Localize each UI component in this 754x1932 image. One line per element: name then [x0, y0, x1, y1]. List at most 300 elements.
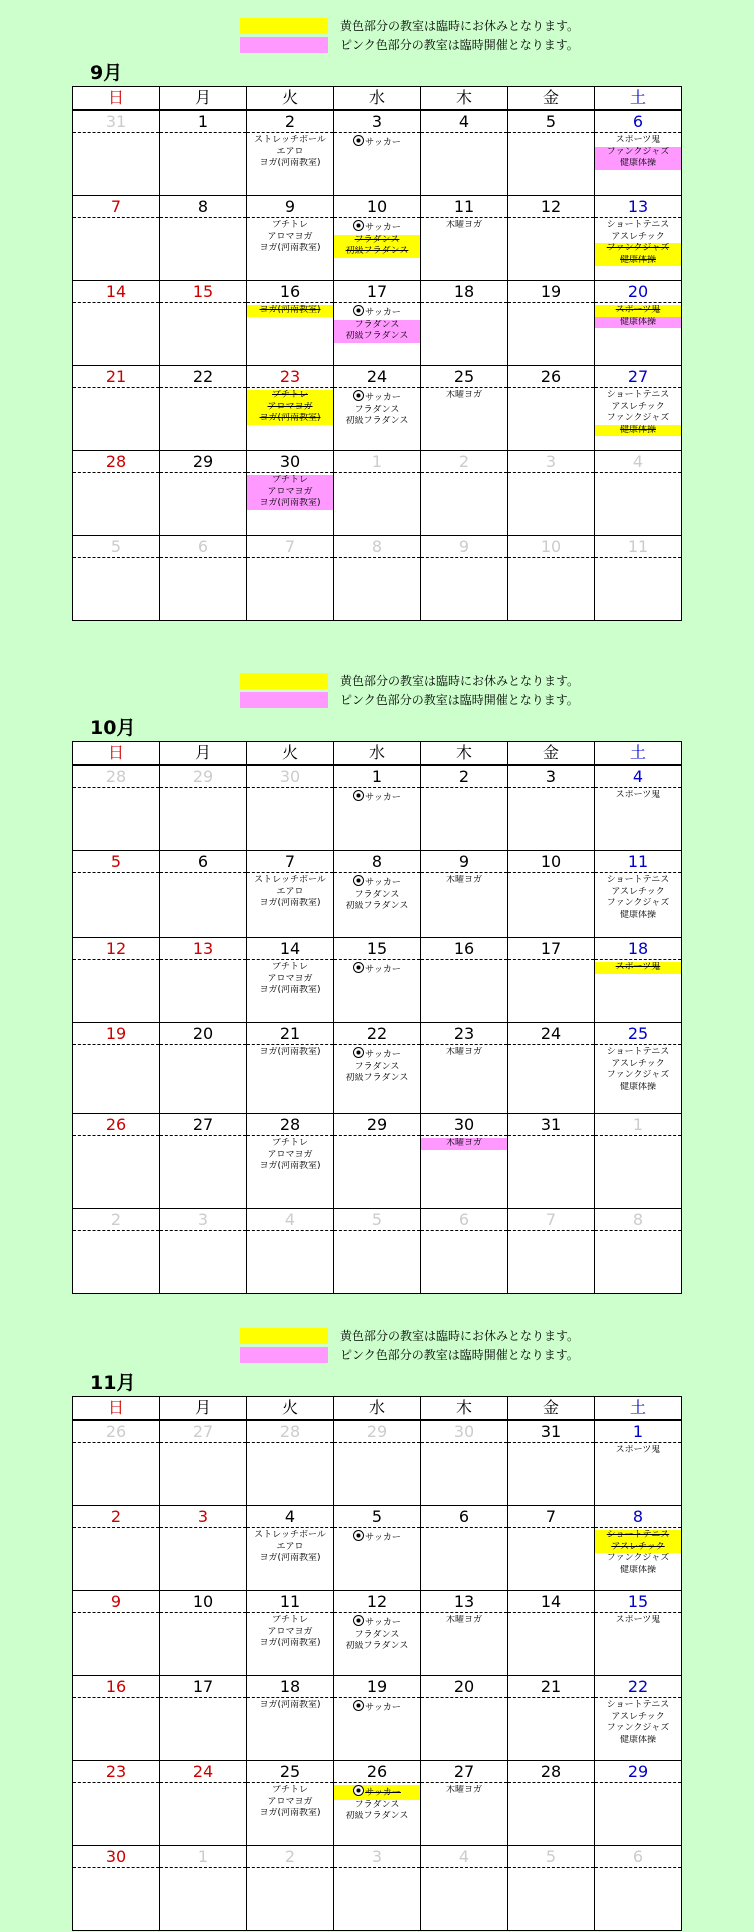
day-cell[interactable]: [507, 1761, 594, 1845]
day-cell[interactable]: [333, 1114, 420, 1208]
day-number: 26: [73, 1114, 159, 1136]
class-event[interactable]: [595, 317, 681, 329]
day-cell[interactable]: [73, 281, 159, 365]
event-label: ショートテニス: [606, 390, 670, 400]
event-label: プチトレ: [271, 962, 308, 972]
day-cell[interactable]: [507, 1506, 594, 1590]
day-cell[interactable]: [594, 366, 681, 450]
day-cell[interactable]: [333, 1209, 420, 1293]
day-number: 15: [334, 938, 420, 960]
day-cell[interactable]: [333, 536, 420, 620]
class-event[interactable]: [247, 390, 333, 402]
day-cell[interactable]: [73, 1209, 159, 1293]
week-row: [73, 1208, 681, 1293]
class-event[interactable]: [595, 402, 681, 414]
day-cell[interactable]: [420, 536, 507, 620]
class-event[interactable]: [334, 1615, 420, 1630]
class-event[interactable]: [334, 1811, 420, 1823]
day-cell[interactable]: [73, 851, 159, 937]
event-label: スポーツ鬼: [615, 1445, 661, 1455]
day-cell[interactable]: [246, 1761, 333, 1845]
class-event[interactable]: [595, 790, 681, 802]
legend: [240, 1326, 579, 1364]
day-cell[interactable]: [420, 1023, 507, 1113]
day-cell[interactable]: [594, 451, 681, 535]
class-event[interactable]: [595, 1059, 681, 1071]
class-event[interactable]: [247, 875, 333, 887]
day-cell[interactable]: [333, 766, 420, 850]
class-event[interactable]: [334, 305, 420, 320]
class-event[interactable]: [595, 1553, 681, 1565]
day-cell[interactable]: [594, 1421, 681, 1505]
class-event[interactable]: [247, 1161, 333, 1173]
legend: [240, 16, 579, 54]
week-row: [73, 1675, 681, 1760]
event-label: サッカー: [365, 393, 401, 403]
day-cell[interactable]: [159, 851, 246, 937]
day-cell[interactable]: [594, 1846, 681, 1930]
day-cell[interactable]: [594, 1676, 681, 1760]
event-label: ストレッチボール: [254, 135, 326, 145]
day-number: 23: [247, 366, 333, 388]
class-event[interactable]: [334, 320, 420, 332]
day-cell[interactable]: [159, 281, 246, 365]
class-event[interactable]: [334, 220, 420, 235]
day-number: 29: [160, 766, 246, 788]
day-cell[interactable]: [420, 1591, 507, 1675]
day-cell[interactable]: [594, 1506, 681, 1590]
day-cell[interactable]: [420, 1506, 507, 1590]
day-cell[interactable]: [159, 1421, 246, 1505]
event-label: アロマヨガ: [267, 1149, 313, 1160]
day-cell[interactable]: [159, 196, 246, 280]
event-list: [247, 873, 333, 910]
class-event[interactable]: [334, 331, 420, 343]
event-list: [595, 1045, 681, 1093]
class-event[interactable]: [247, 1797, 333, 1809]
class-event[interactable]: [247, 232, 333, 244]
class-event[interactable]: [421, 875, 507, 887]
day-cell[interactable]: [420, 366, 507, 450]
week-row: [73, 365, 681, 450]
class-event[interactable]: [247, 243, 333, 255]
day-cell[interactable]: [246, 1591, 333, 1675]
day-cell[interactable]: [246, 281, 333, 365]
day-cell[interactable]: [159, 1023, 246, 1113]
calendar-grid: [72, 86, 682, 621]
day-number: 15: [595, 1591, 681, 1613]
class-event[interactable]: [247, 887, 333, 899]
day-number: 10: [508, 536, 594, 558]
day-cell[interactable]: [333, 281, 420, 365]
class-event[interactable]: [247, 158, 333, 170]
day-cell[interactable]: [73, 1761, 159, 1845]
day-number: 18: [421, 281, 507, 303]
day-cell[interactable]: [159, 1591, 246, 1675]
class-event[interactable]: [595, 1445, 681, 1457]
day-cell[interactable]: [159, 536, 246, 620]
event-label: ヨガ(河南教室): [259, 413, 321, 423]
class-event[interactable]: [334, 901, 420, 913]
day-cell[interactable]: [246, 1506, 333, 1590]
class-event[interactable]: [247, 487, 333, 499]
day-number: 29: [160, 451, 246, 473]
class-event[interactable]: [247, 1627, 333, 1639]
day-cell[interactable]: [507, 111, 594, 195]
weekday-label: 水: [333, 87, 420, 109]
class-event[interactable]: [595, 1047, 681, 1059]
class-event[interactable]: [595, 875, 681, 887]
day-cell[interactable]: [159, 1676, 246, 1760]
day-cell[interactable]: [507, 196, 594, 280]
class-event[interactable]: [595, 220, 681, 232]
day-cell[interactable]: [246, 1023, 333, 1113]
class-event[interactable]: [334, 890, 420, 902]
day-cell[interactable]: [594, 766, 681, 850]
day-cell[interactable]: [420, 281, 507, 365]
day-cell[interactable]: [333, 851, 420, 937]
day-cell[interactable]: [333, 366, 420, 450]
day-cell[interactable]: [420, 1209, 507, 1293]
class-event[interactable]: [595, 1712, 681, 1724]
day-number: 17: [508, 938, 594, 960]
class-event[interactable]: [595, 425, 681, 437]
class-event[interactable]: [247, 1553, 333, 1565]
class-event[interactable]: [334, 790, 420, 805]
day-cell[interactable]: [420, 1846, 507, 1930]
event-label: サッカー: [365, 1618, 401, 1628]
day-cell[interactable]: [420, 1421, 507, 1505]
class-event[interactable]: [334, 1785, 420, 1800]
class-event[interactable]: [334, 1530, 420, 1545]
class-event[interactable]: [334, 405, 420, 417]
class-event[interactable]: [595, 1565, 681, 1577]
day-number: 2: [73, 1209, 159, 1231]
class-event[interactable]: [595, 887, 681, 899]
class-event[interactable]: [334, 962, 420, 977]
event-label: アスレチック: [611, 886, 665, 897]
class-event[interactable]: [247, 1542, 333, 1554]
class-event[interactable]: [247, 135, 333, 147]
soccer-ball-icon: [353, 962, 364, 973]
class-event[interactable]: [595, 898, 681, 910]
day-cell[interactable]: [507, 1209, 594, 1293]
day-cell[interactable]: [594, 851, 681, 937]
day-cell[interactable]: [420, 196, 507, 280]
day-number: 7: [247, 851, 333, 873]
class-event[interactable]: [334, 135, 420, 150]
class-event[interactable]: [595, 413, 681, 425]
class-event[interactable]: [247, 220, 333, 232]
class-event[interactable]: [595, 1070, 681, 1082]
class-event[interactable]: [247, 1138, 333, 1150]
day-cell[interactable]: [333, 1676, 420, 1760]
day-cell[interactable]: [333, 111, 420, 195]
event-list: [595, 218, 681, 266]
day-cell[interactable]: [73, 1591, 159, 1675]
day-number: 7: [247, 536, 333, 558]
soccer-ball-icon: [353, 1700, 364, 1711]
class-event[interactable]: [421, 1615, 507, 1627]
week-row: [73, 110, 681, 195]
day-number: 4: [595, 766, 681, 788]
day-number: 30: [247, 451, 333, 473]
day-cell[interactable]: [73, 1114, 159, 1208]
class-event[interactable]: [595, 243, 681, 255]
day-cell[interactable]: [420, 851, 507, 937]
day-cell[interactable]: [159, 451, 246, 535]
day-number: 3: [334, 1846, 420, 1868]
weekday-label: 木: [420, 742, 507, 764]
class-event[interactable]: [421, 220, 507, 232]
day-cell[interactable]: [73, 366, 159, 450]
event-label: 木曜ヨガ: [445, 1138, 482, 1148]
day-cell[interactable]: [159, 1506, 246, 1590]
day-cell[interactable]: [246, 1421, 333, 1505]
class-event[interactable]: [247, 402, 333, 414]
class-event[interactable]: [595, 1735, 681, 1747]
day-cell[interactable]: [246, 1209, 333, 1293]
day-cell[interactable]: [507, 1676, 594, 1760]
class-event[interactable]: [247, 1785, 333, 1797]
class-event[interactable]: [595, 255, 681, 267]
class-event[interactable]: [247, 985, 333, 997]
class-event[interactable]: [247, 413, 333, 425]
class-event[interactable]: [247, 475, 333, 487]
day-number: 9: [421, 536, 507, 558]
day-cell[interactable]: [246, 1676, 333, 1760]
class-event[interactable]: [595, 232, 681, 244]
event-label: 初級フラダンス: [345, 1073, 409, 1083]
day-number: 21: [508, 1676, 594, 1698]
day-cell[interactable]: [73, 1846, 159, 1930]
class-event[interactable]: [595, 962, 681, 974]
class-event[interactable]: [247, 305, 333, 317]
class-event[interactable]: [595, 147, 681, 159]
class-event[interactable]: [595, 1530, 681, 1542]
day-cell[interactable]: [594, 1591, 681, 1675]
class-event[interactable]: [334, 1800, 420, 1812]
day-cell[interactable]: [159, 766, 246, 850]
day-cell[interactable]: [246, 111, 333, 195]
day-cell[interactable]: [507, 366, 594, 450]
class-event[interactable]: [247, 1047, 333, 1059]
day-cell[interactable]: [420, 1676, 507, 1760]
day-cell[interactable]: [246, 366, 333, 450]
day-cell[interactable]: [507, 451, 594, 535]
class-event[interactable]: [595, 1700, 681, 1712]
day-cell[interactable]: [594, 1114, 681, 1208]
day-cell[interactable]: [507, 1421, 594, 1505]
class-event[interactable]: [334, 1700, 420, 1715]
day-cell[interactable]: [507, 851, 594, 937]
day-cell[interactable]: [246, 1846, 333, 1930]
class-event[interactable]: [595, 135, 681, 147]
event-list: [247, 303, 333, 317]
class-event[interactable]: [421, 390, 507, 402]
day-number: 23: [73, 1761, 159, 1783]
day-number: 24: [508, 1023, 594, 1045]
event-label: 初級フラダンス: [345, 331, 409, 341]
day-number: 17: [334, 281, 420, 303]
class-event[interactable]: [334, 390, 420, 405]
day-cell[interactable]: [507, 766, 594, 850]
event-label: フラダンス: [354, 1629, 400, 1640]
day-cell[interactable]: [159, 111, 246, 195]
class-event[interactable]: [334, 1630, 420, 1642]
event-label: ストレッチボール: [254, 875, 326, 885]
class-event[interactable]: [334, 1073, 420, 1085]
day-number: 19: [334, 1676, 420, 1698]
day-cell[interactable]: [159, 366, 246, 450]
day-cell[interactable]: [594, 111, 681, 195]
day-cell[interactable]: [594, 1023, 681, 1113]
class-event[interactable]: [247, 1150, 333, 1162]
week-row: [73, 535, 681, 620]
class-event[interactable]: [595, 305, 681, 317]
day-cell[interactable]: [594, 1761, 681, 1845]
day-cell[interactable]: [246, 536, 333, 620]
day-cell[interactable]: [333, 451, 420, 535]
day-number: 5: [508, 1846, 594, 1868]
event-list: [247, 388, 333, 425]
day-number: 27: [160, 1421, 246, 1443]
class-event[interactable]: [247, 1615, 333, 1627]
class-event[interactable]: [334, 416, 420, 428]
day-cell[interactable]: [73, 536, 159, 620]
day-number: 28: [247, 1421, 333, 1443]
day-number: 16: [421, 938, 507, 960]
class-event[interactable]: [247, 1638, 333, 1650]
day-cell[interactable]: [420, 1761, 507, 1845]
class-event[interactable]: [595, 1615, 681, 1627]
day-cell[interactable]: [73, 1676, 159, 1760]
day-cell[interactable]: [333, 1761, 420, 1845]
class-event[interactable]: [595, 1542, 681, 1554]
day-cell[interactable]: [420, 111, 507, 195]
class-event[interactable]: [334, 1062, 420, 1074]
day-cell[interactable]: [73, 938, 159, 1022]
week-row: [73, 1113, 681, 1208]
day-number: 14: [247, 938, 333, 960]
day-cell[interactable]: [73, 111, 159, 195]
day-cell[interactable]: [507, 536, 594, 620]
class-event[interactable]: [247, 974, 333, 986]
day-cell[interactable]: [246, 851, 333, 937]
day-cell[interactable]: [246, 766, 333, 850]
class-event[interactable]: [595, 1723, 681, 1735]
class-event[interactable]: [334, 1047, 420, 1062]
day-cell[interactable]: [507, 1023, 594, 1113]
day-number: 21: [247, 1023, 333, 1045]
class-event[interactable]: [595, 158, 681, 170]
class-event[interactable]: [595, 910, 681, 922]
day-cell[interactable]: [333, 1421, 420, 1505]
day-cell[interactable]: [333, 938, 420, 1022]
day-cell[interactable]: [594, 281, 681, 365]
class-event[interactable]: [247, 962, 333, 974]
day-cell[interactable]: [333, 196, 420, 280]
day-number: 14: [73, 281, 159, 303]
day-number: 3: [160, 1506, 246, 1528]
day-cell[interactable]: [159, 1209, 246, 1293]
day-cell[interactable]: [73, 1506, 159, 1590]
day-cell[interactable]: [507, 1846, 594, 1930]
day-cell[interactable]: [420, 938, 507, 1022]
day-cell[interactable]: [73, 1421, 159, 1505]
event-label: 健康体操: [619, 254, 656, 265]
day-cell[interactable]: [159, 1761, 246, 1845]
event-list: [247, 1783, 333, 1820]
class-event[interactable]: [334, 235, 420, 247]
event-list: [247, 133, 333, 170]
class-event[interactable]: [421, 1047, 507, 1059]
class-event[interactable]: [247, 498, 333, 510]
day-cell[interactable]: [73, 196, 159, 280]
day-cell[interactable]: [159, 938, 246, 1022]
day-cell[interactable]: [594, 1209, 681, 1293]
event-list: [334, 218, 420, 258]
day-cell[interactable]: [333, 1506, 420, 1590]
class-event[interactable]: [247, 1700, 333, 1712]
day-number: 4: [421, 111, 507, 133]
day-cell[interactable]: [246, 451, 333, 535]
day-cell[interactable]: [333, 1591, 420, 1675]
class-event[interactable]: [334, 246, 420, 258]
week-row: [73, 450, 681, 535]
day-cell[interactable]: [507, 1591, 594, 1675]
day-cell[interactable]: [507, 1114, 594, 1208]
day-cell[interactable]: [507, 281, 594, 365]
day-cell[interactable]: [594, 938, 681, 1022]
event-label: フラダンス: [354, 1799, 400, 1810]
class-event[interactable]: [247, 1808, 333, 1820]
day-cell[interactable]: [73, 451, 159, 535]
legend-swatch-yellow: [240, 1328, 328, 1344]
day-number: 6: [160, 851, 246, 873]
event-label: フラダンス: [354, 234, 400, 245]
class-event[interactable]: [421, 1138, 507, 1150]
class-event[interactable]: [247, 147, 333, 159]
day-cell[interactable]: [333, 1023, 420, 1113]
day-cell[interactable]: [159, 1114, 246, 1208]
day-cell[interactable]: [420, 1114, 507, 1208]
class-event[interactable]: [247, 1530, 333, 1542]
day-cell[interactable]: [246, 938, 333, 1022]
day-number: 29: [334, 1421, 420, 1443]
day-cell[interactable]: [420, 451, 507, 535]
day-number: 5: [334, 1209, 420, 1231]
day-cell[interactable]: [420, 766, 507, 850]
day-cell[interactable]: [73, 1023, 159, 1113]
class-event[interactable]: [334, 875, 420, 890]
day-number: 9: [421, 851, 507, 873]
day-cell[interactable]: [73, 766, 159, 850]
day-cell[interactable]: [594, 196, 681, 280]
class-event[interactable]: [595, 390, 681, 402]
event-list: [334, 1045, 420, 1085]
day-cell[interactable]: [246, 1114, 333, 1208]
day-cell[interactable]: [246, 196, 333, 280]
class-event[interactable]: [595, 1082, 681, 1094]
day-cell[interactable]: [594, 536, 681, 620]
class-event[interactable]: [421, 1785, 507, 1797]
class-event[interactable]: [334, 1641, 420, 1653]
class-event[interactable]: [247, 898, 333, 910]
day-cell[interactable]: [159, 1846, 246, 1930]
day-cell[interactable]: [333, 1846, 420, 1930]
day-cell[interactable]: [507, 938, 594, 1022]
